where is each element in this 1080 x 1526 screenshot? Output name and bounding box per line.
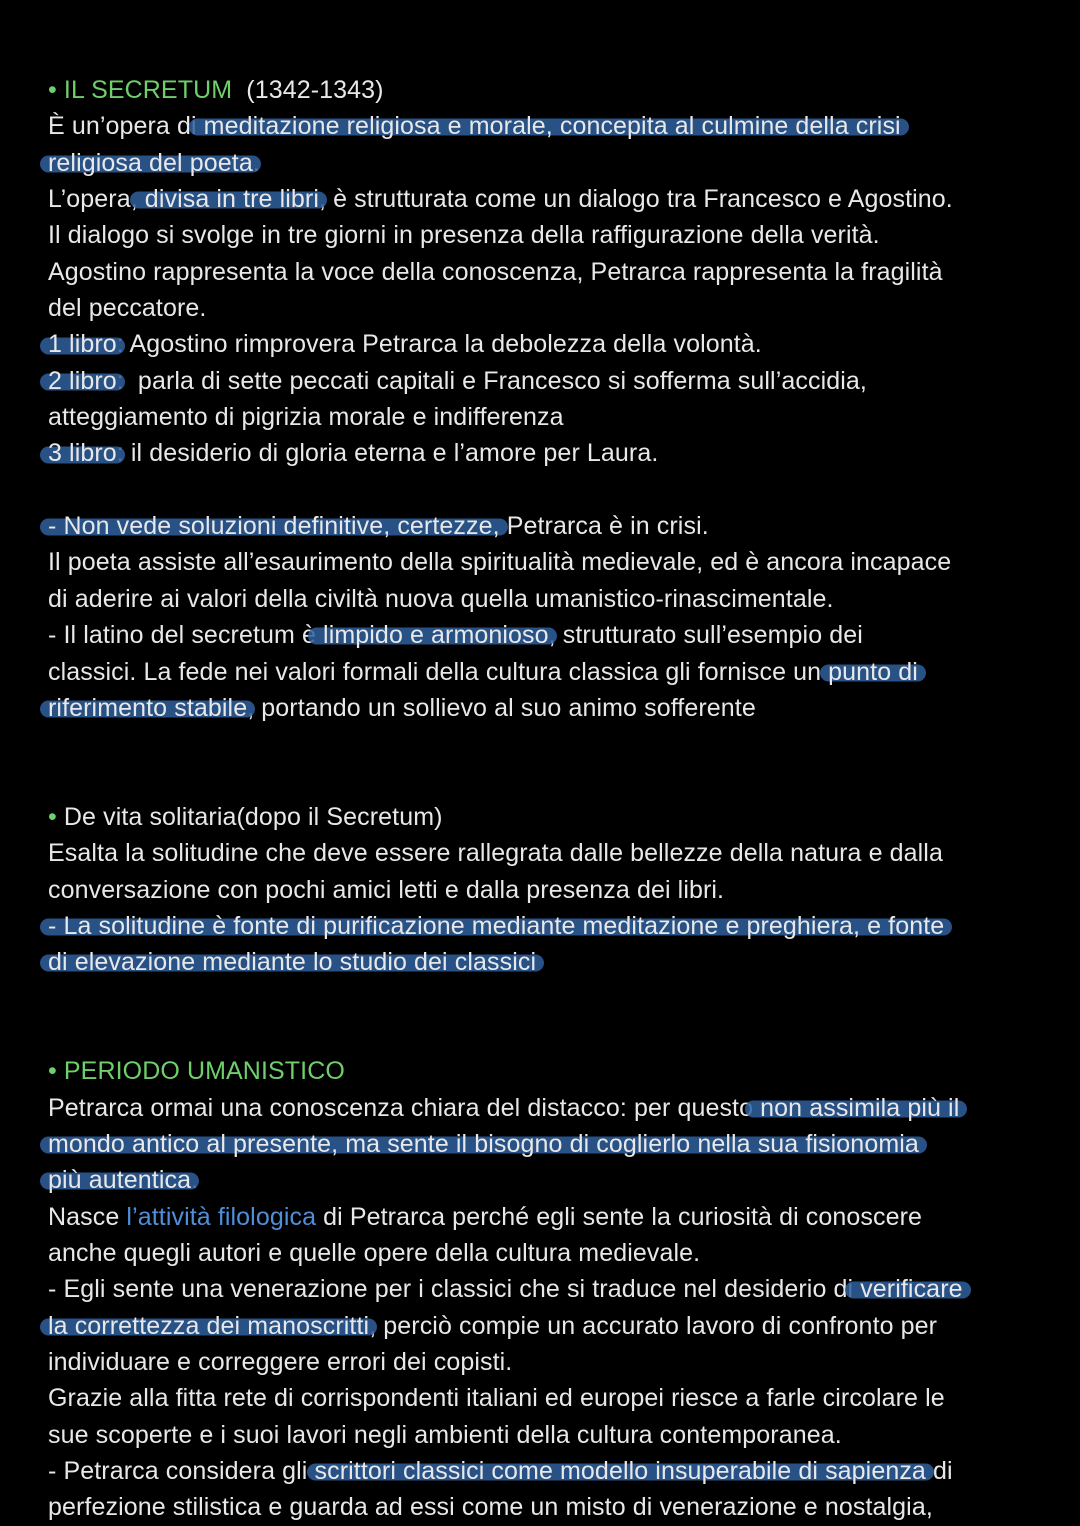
text-line xyxy=(48,145,1048,181)
text-line xyxy=(48,1308,1048,1344)
text-span: L’opera, xyxy=(48,185,138,214)
section-title: IL SECRETUM xyxy=(63,76,233,104)
text-line xyxy=(48,1090,1048,1126)
text-line: atteggiamento di pigrizia morale e indifferenza xyxy=(48,403,564,432)
text-line xyxy=(48,181,1048,217)
text-line xyxy=(48,1271,1048,1307)
text-line: conversazione con pochi amici letti e dalla presenza dei libri. xyxy=(48,875,725,904)
text-line xyxy=(48,690,1048,726)
highlighted-text: di elevazione mediante lo studio dei classici xyxy=(48,948,537,977)
bullet-icon: • xyxy=(48,1057,57,1086)
text-line: perfezione stilistica e guarda ad essi come un misto di venerazione e nostalgia, xyxy=(48,1493,933,1522)
highlighted-text: - La solitudine è fonte di purificazione mediante meditazione e preghiera, e fonte xyxy=(48,911,945,940)
text-span: . xyxy=(191,1166,199,1195)
blank-line xyxy=(48,981,1048,1017)
text-line xyxy=(48,654,1048,690)
highlighted-text: limpido e armonioso xyxy=(316,621,549,650)
text-line xyxy=(48,1126,1048,1162)
text-span: - Petrarca considera gli xyxy=(48,1457,315,1486)
highlighted-text: divisa in tre libri xyxy=(137,185,319,214)
text-line xyxy=(48,908,1048,944)
highlighted-text: scrittori classici come modello insuperabile di sapienza xyxy=(314,1457,926,1486)
highlighted-text: meditazione religiosa e morale, concepita al culmine della crisi xyxy=(196,112,901,141)
highlighted-text: verificare xyxy=(853,1275,963,1304)
section-heading-secretum xyxy=(48,72,1048,108)
blue-text: l’attività filologica xyxy=(126,1202,317,1231)
section-heading-vita-solitaria xyxy=(48,799,1048,835)
text-line xyxy=(48,108,1048,144)
text-span: di xyxy=(925,1457,953,1486)
section-heading-periodo-umanistico xyxy=(48,1053,1048,1089)
highlighted-text: riferimento stabile xyxy=(48,693,248,722)
text-span: di Petrarca perché egli sente la curiosità di conoscere xyxy=(316,1202,923,1231)
text-line: anche quegli autori e quelle opere della cultura medievale. xyxy=(48,1239,701,1267)
text-line: Il dialogo si svolge in tre giorni in presenza della raffigurazione della verità. xyxy=(48,221,880,250)
section-dates: (1342-1343) xyxy=(232,76,384,104)
text-line: sue scoperte e i suoi lavori negli ambienti della cultura contemporanea. xyxy=(48,1420,842,1449)
text-line xyxy=(48,617,1048,653)
text-span: Nasce xyxy=(48,1202,127,1231)
text-span: , perciò compie un accurato lavoro di confronto per xyxy=(369,1311,938,1340)
blank-line xyxy=(48,726,1048,762)
text-line xyxy=(48,363,1048,399)
text-line: Il poeta assiste all’esaurimento della spiritualità medievale, ed è ancora incapace xyxy=(48,548,952,577)
text-line: individuare e correggere errori dei copisti. xyxy=(48,1348,513,1377)
highlighted-text: - Non vede soluzioni definitive, certezze, xyxy=(48,512,500,541)
highlighted-text: la correttezza dei manoscritti xyxy=(48,1311,370,1340)
text-line xyxy=(48,944,1048,980)
highlighted-text: punto di xyxy=(828,657,918,686)
text-line xyxy=(48,326,1048,362)
text-span: classici. La fede nei valori formali della cultura classica gli fornisce un xyxy=(48,657,829,686)
text-span: , portando un sollievo al suo animo sofferente xyxy=(247,693,756,722)
highlighted-text: 3 libro xyxy=(48,439,117,468)
text-line: Agostino rappresenta la voce della conoscenza, Petrarca rappresenta la fragilità xyxy=(48,257,943,286)
text-span: : il desiderio di gloria eterna e l’amore per Laura. xyxy=(116,439,659,468)
highlighted-text: mondo antico al presente, ma sente il bisogno di coglierlo nella sua fisionomia xyxy=(48,1129,919,1158)
text-span: . xyxy=(252,148,260,177)
text-line xyxy=(48,1199,1048,1235)
text-line: del peccatore. xyxy=(48,294,207,323)
notes-page xyxy=(48,72,1048,1526)
text-span: - Egli sente una venerazione per i classici che si traduce nel desiderio di xyxy=(48,1275,854,1304)
highlighted-text: più autentica xyxy=(48,1166,192,1195)
text-line: di aderire ai valori della civiltà nuova quella umanistico-rinascimentale. xyxy=(48,584,834,613)
highlighted-text: 2 libro xyxy=(48,366,117,395)
text-line: Esalta la solitudine che deve essere rallegrata dalle bellezze della natura e dalla xyxy=(48,839,943,868)
text-span: - Il latino del secretum è xyxy=(48,621,316,650)
text-span: : parla di sette peccati capitali e Francesco si sofferma sull’accidia, xyxy=(116,366,867,395)
text-span: Petrarca è in crisi. xyxy=(499,512,709,541)
text-line: Grazie alla fitta rete di corrispondenti italiani ed europei riesce a farle circolare le xyxy=(48,1384,945,1413)
bullet-icon: • xyxy=(48,76,57,104)
text-span: : Agostino rimprovera Petrarca la debolezza della volontà. xyxy=(116,330,762,359)
text-span: , strutturato sull’esempio dei xyxy=(548,621,863,650)
text-line xyxy=(48,508,1048,544)
highlighted-text: 1 libro xyxy=(48,330,117,359)
text-span: , è strutturata come un dialogo tra Francesco e Agostino. xyxy=(319,185,953,214)
blank-line xyxy=(48,1017,1048,1053)
text-line xyxy=(48,1453,1048,1489)
text-line xyxy=(48,435,1048,471)
text-span: Petrarca ormai una conoscenza chiara del distacco: per questo xyxy=(48,1093,754,1122)
section-title: De vita solitaria(dopo il Secretum) xyxy=(56,802,443,831)
highlighted-text: non assimila più il xyxy=(753,1093,960,1122)
bullet-icon: • xyxy=(48,802,57,831)
text-line xyxy=(48,1162,1048,1198)
blank-line xyxy=(48,763,1048,799)
section-title: PERIODO UMANISTICO xyxy=(56,1057,345,1086)
text-span: È un’opera di xyxy=(48,112,197,141)
highlighted-text: religiosa del poeta xyxy=(48,148,253,177)
blank-line xyxy=(48,472,1048,508)
